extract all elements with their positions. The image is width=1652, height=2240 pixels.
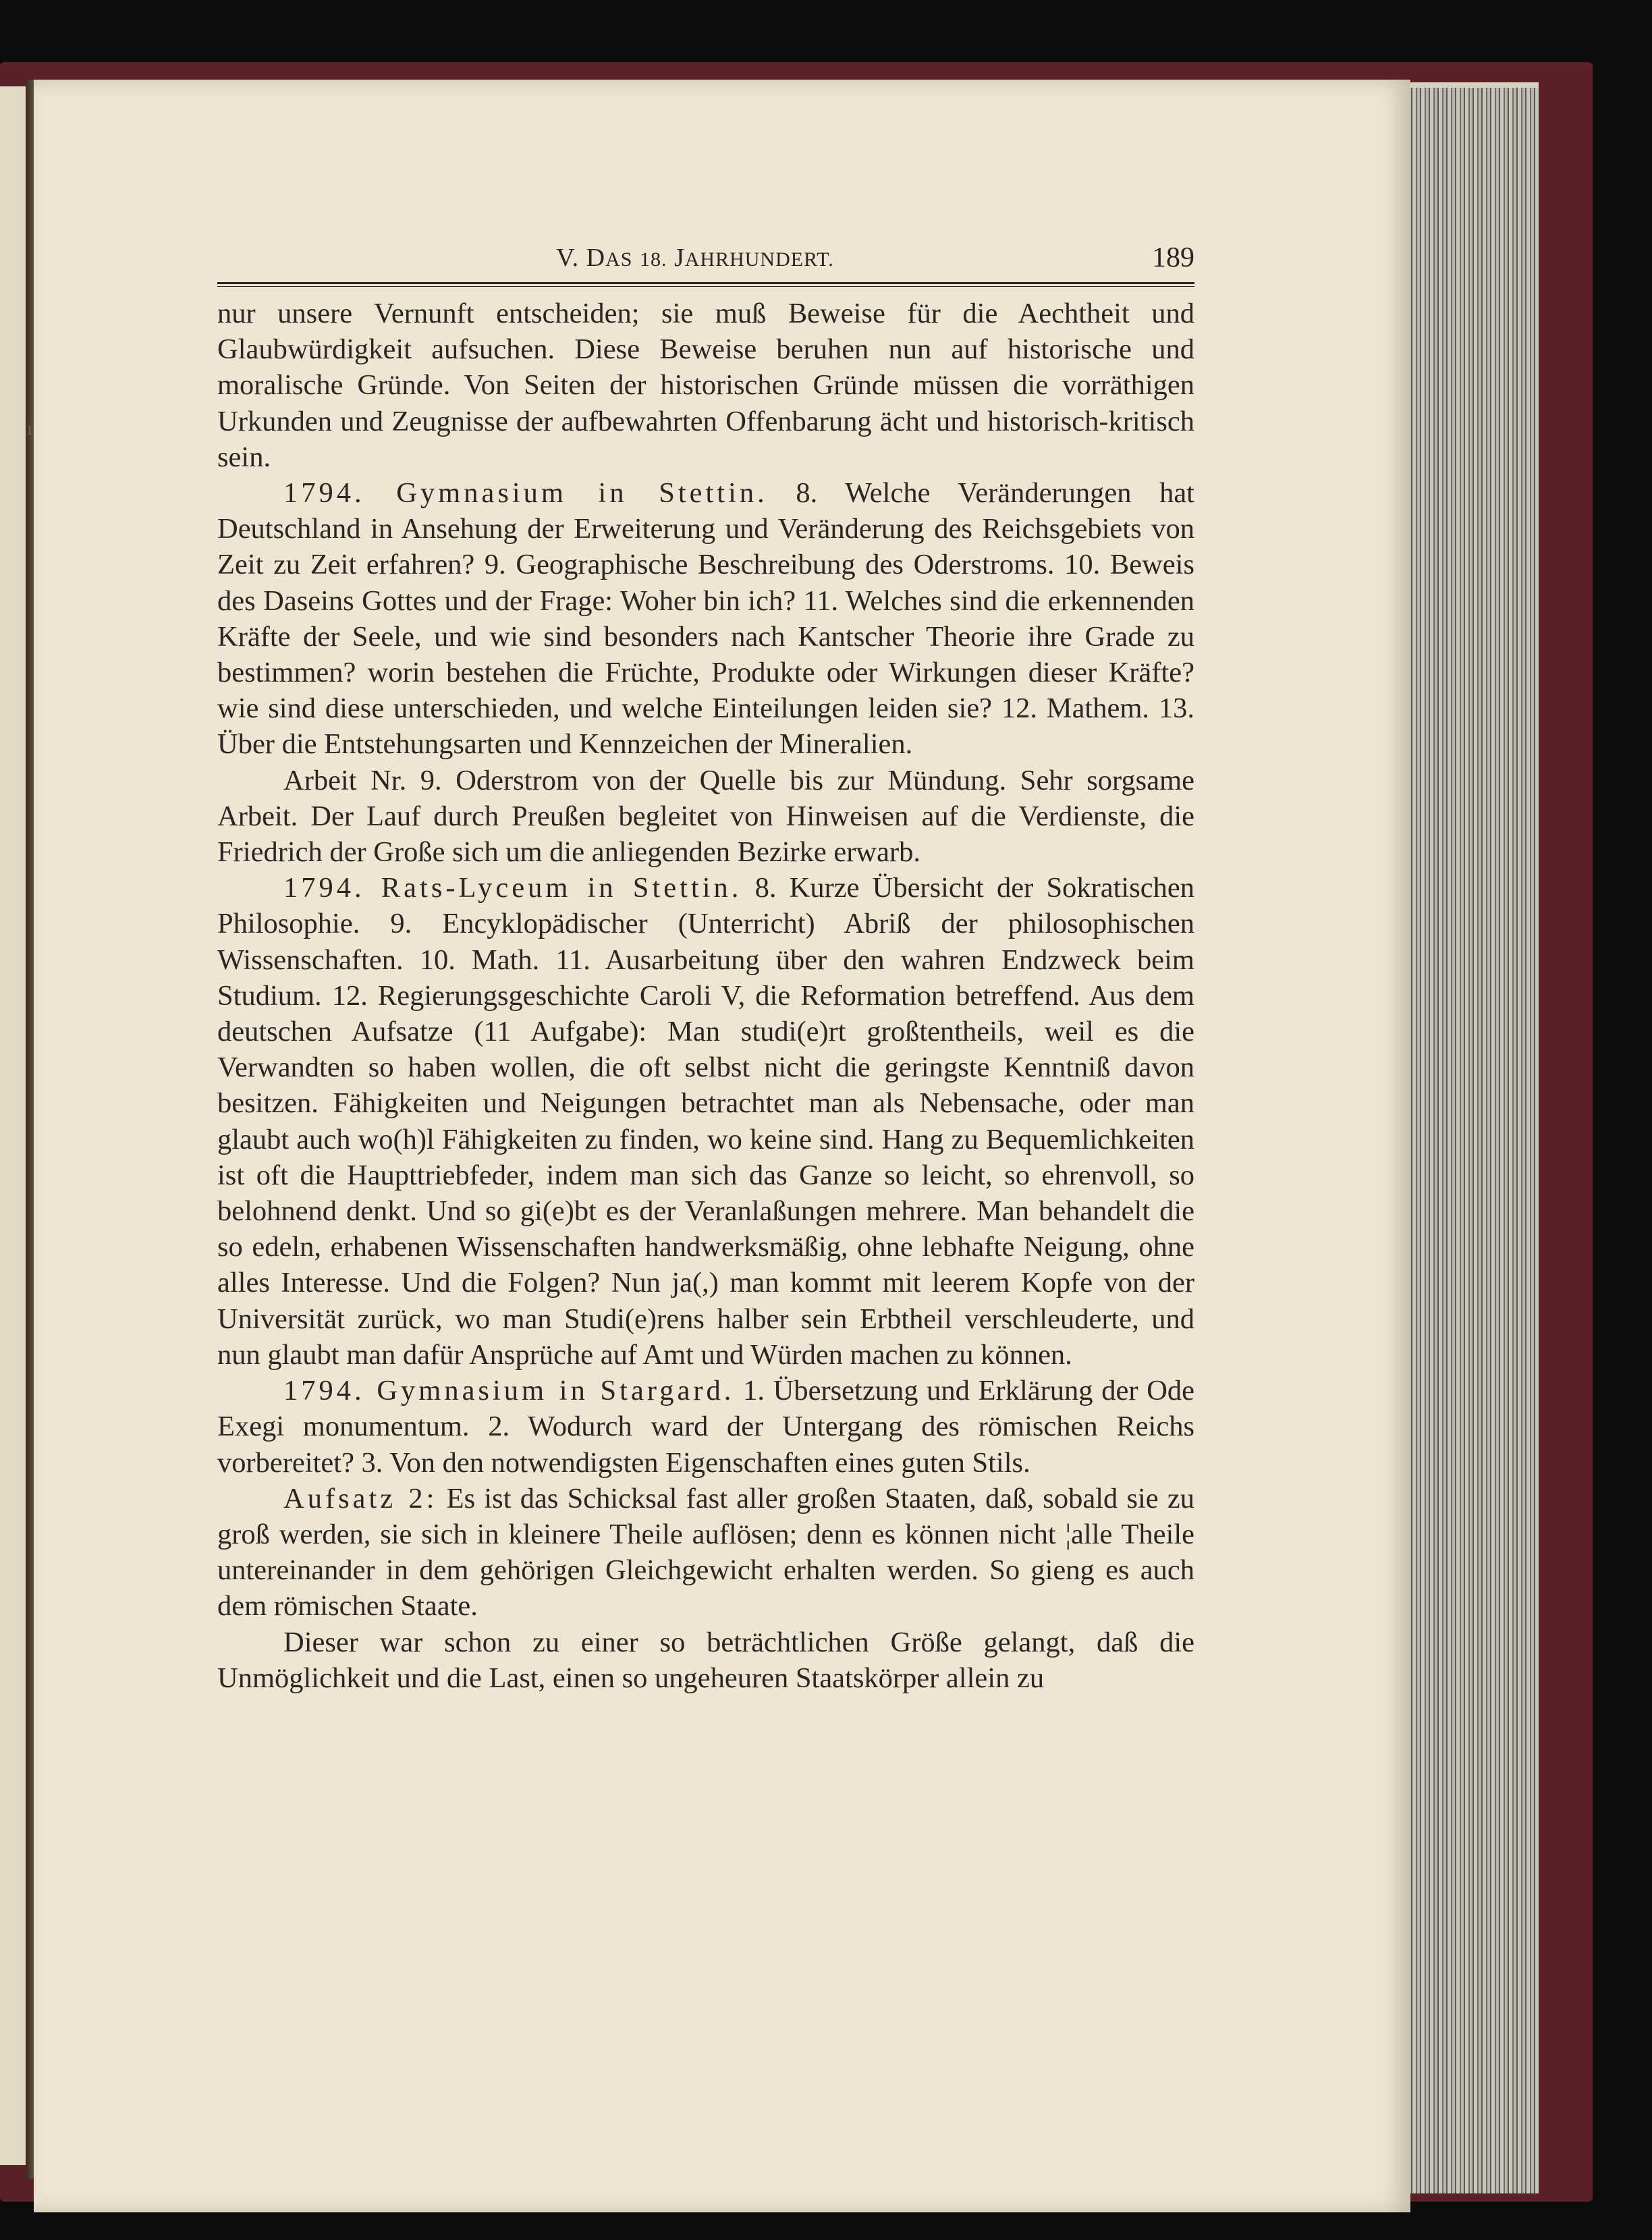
paragraph-text: nur unsere Vernunft entscheiden; sie muß Beweise für die Aechtheit und Glaubwürdigkeit aufsuchen. Diese Beweise beruhen nun auf historische und moralische Gründe. Von Seiten der historischen Gründe müssen die vorräthigen Urkunden und Zeugnisse der aufbewahrten Offenbarung ächt und historisch-kritisch sein.	[217, 298, 1194, 473]
spaced-heading: Aufsatz 2:	[283, 1482, 438, 1514]
title-sc-1: AS	[605, 248, 633, 271]
paragraph-text: Es ist das Schicksal fast aller großen Staaten, daß, sobald sie zu groß werden, sie sich in kleinere Theile auflösen; denn es können nicht ¦alle Theile untereinander in dem gehörigen Gleichgewicht erhalten werden. So gieng es auch dem römischen Staate.	[217, 1482, 1194, 1622]
page-number: 189	[1152, 242, 1194, 273]
chapter-title	[586, 244, 834, 272]
spaced-heading: 1794. Gymnasium in Stargard.	[283, 1375, 735, 1407]
running-head	[196, 243, 1194, 283]
paragraph	[217, 296, 1194, 475]
paragraph	[217, 1624, 1194, 1696]
paragraph	[217, 870, 1194, 1373]
running-title	[196, 243, 1194, 273]
left-page-edge	[0, 86, 26, 2165]
chapter-roman: V.	[556, 244, 580, 272]
spaced-heading: 1794. Gymnasium in Stettin.	[283, 477, 768, 510]
title-number: 18.	[639, 248, 667, 271]
title-sc-2: AHRHUNDERT.	[684, 248, 834, 271]
book-page	[34, 80, 1410, 2212]
paragraph-text: 8. Welche Veränderungen hat Deutschland in Ansehung der Erweiterung und Veränderung des Reichsgebiets von Zeit zu Zeit erfahren? 9. Geographische Beschreibung des Oderstroms. 10. Beweis des Daseins Gottes und der Frage: Woher bin ich? 11. Welches sind die erkennenden Kräfte der Seele, und wie sind besonders nach Kantscher Theorie ihre Grade zu bestimmen? worin bestehen die Früchte, Produkte oder Wirkungen dieser Kräfte? wie sind diese unterschieden, und welche Einteilungen leiden sie? 12. Mathem. 13. Über die Entstehungsarten und Kennzeichen der Mineralien.	[217, 477, 1194, 761]
paragraph-text: Dieser war schon zu einer so beträchtlichen Größe gelangt, daß die Unmöglichkeit und die Last, einen so ungeheuren Staatskörper allein zu	[217, 1626, 1194, 1694]
header-rule	[217, 282, 1194, 284]
body-text	[217, 296, 1194, 1696]
page-stack-edge	[1404, 88, 1539, 2193]
paragraph-text: 8. Kurze Übersicht der Sokratischen Philosophie. 9. Encyklopädischer (Unterricht) Abriß der philosophischen Wissenschaften. 10. Math. 11. Ausarbeitung über den wahren Endzweck beim Studium. 12. Regierungsgeschichte Caroli V, die Reformation betreffend. Aus dem deutschen Aufsatze (11 Aufgabe): Man studi(e)rt großtentheils, weil es die Verwandten so haben wollen, die oft selbst nicht die geringste Kenntniß davon besitzen. Fähigkeiten und Neigungen betrachtet man als Nebensache, oder man glaubt auch wo(h)l Fähigkeiten zu finden, wo keine sind. Hang zu Bequemlichkeiten ist oft die Haupttriebfeder, indem man sich das Ganze so leicht, so ehrenvoll, so belohnend denkt. Und so gi(e)bt es der Veranlaßungen mehrere. Man behandelt die so edeln, erhabenen Wissenschaften handwerksmäßig, ohne lebhafte Neigung, ohne alles Interesse. Und die Folgen? Nun ja(,) man kommt mit leerem Kopfe von der Universität zurück, wo man Studi(e)rens halber sein Erbtheil verschleuderte, und nun glaubt man dafür Ansprüche auf Amt und Würden machen zu können.	[217, 872, 1194, 1371]
paragraph	[217, 1373, 1194, 1481]
paragraph-text: Arbeit Nr. 9. Oderstrom von der Quelle bis zur Mündung. Sehr sorgsame Arbeit. Der Lauf durch Preußen begleitet von Hinweisen auf die Verdienste, die Friedrich der Große sich um die anliegenden Bezirke erwarb.	[217, 764, 1194, 869]
title-cap-2: J	[673, 244, 685, 272]
margin-mark: ı	[27, 417, 33, 439]
paragraph	[217, 475, 1194, 763]
paragraph	[217, 1481, 1194, 1624]
paragraph	[217, 763, 1194, 871]
header-rule-thin	[217, 286, 1194, 287]
title-cap-1: D	[586, 244, 606, 272]
paragraph-text: 1. Übersetzung und Erklärung der Ode Exegi monumentum. 2. Wodurch ward der Untergang des römischen Reichs vorbereitet? 3. Von den notwendigsten Eigenschaften eines guten Stils.	[217, 1375, 1194, 1479]
spaced-heading: 1794. Rats-Lyceum in Stettin.	[283, 872, 742, 904]
